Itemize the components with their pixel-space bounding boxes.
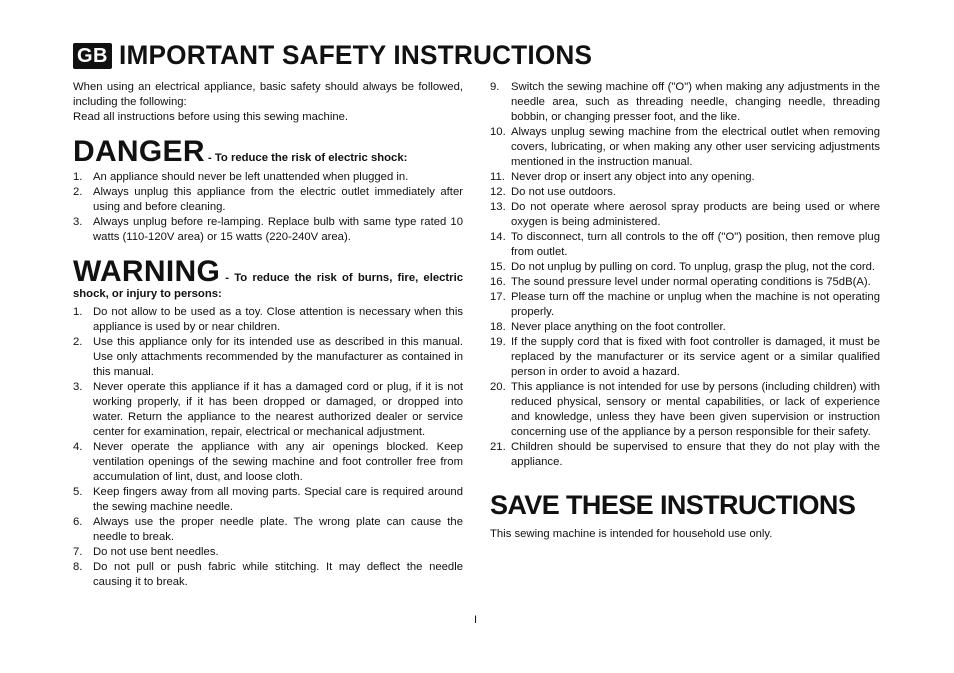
item-number: 21. [490, 441, 506, 453]
warning-item [490, 290, 880, 320]
item-number: 16. [490, 276, 506, 288]
item-number: 19. [490, 336, 506, 348]
danger-title: DANGER [73, 135, 205, 168]
page-number: I [474, 614, 478, 626]
danger-item [73, 170, 463, 185]
item-number: 7. [73, 546, 83, 558]
warning-item [73, 560, 463, 590]
warning-item [490, 335, 880, 380]
item-text: This appliance is not intended for use by persons (including children) with reduced physical, sensory or mental capabilities, or lack of experience and knowledge, unless they have been given supervision or instruction concerning use of the appliance by a person responsible for their safety. [511, 381, 880, 438]
save-instructions-heading: SAVE THESE INSTRUCTIONS [490, 490, 856, 520]
warning-item [490, 185, 880, 200]
item-text: Switch the sewing machine off ("O") when making any adjustments in the needle area, such as threading needle, changing needle, threading bobbin, or changing presser foot, and the like. [511, 81, 880, 123]
warning-item [490, 170, 880, 185]
warning-item [490, 230, 880, 260]
warning-item [490, 200, 880, 230]
warning-item [73, 485, 463, 515]
warning-item [490, 260, 880, 275]
item-text: Never operate this appliance if it has a damaged cord or plug, if it is not working properly, if it has been dropped or damaged, or dropped into water. Return the appliance to the nearest authorized dealer or service center for examination, repair, electrical or mechanical adjustment. [93, 381, 463, 438]
item-number: 10. [490, 126, 506, 138]
item-text: Never place anything on the foot controller. [511, 321, 726, 333]
item-number: 9. [490, 81, 500, 93]
warning-item [73, 515, 463, 545]
item-text: Never drop or insert any object into any opening. [511, 171, 755, 183]
item-number: 11. [490, 171, 505, 183]
item-number: 3. [73, 381, 83, 393]
right-column [490, 80, 880, 542]
item-text: Always unplug sewing machine from the electrical outlet when removing covers, lubricating, or when making any other user servicing adjustments mentioned in the instruction manual. [511, 126, 880, 168]
left-column [73, 80, 463, 590]
item-text: Keep fingers away from all moving parts. Special care is required around the sewing machine needle. [93, 486, 463, 513]
item-number: 3. [73, 216, 83, 228]
item-text: Do not operate where aerosol spray products are being used or where oxygen is being administered. [511, 201, 880, 228]
item-text: Do not use bent needles. [93, 546, 219, 558]
warning-item [73, 335, 463, 380]
item-text: Please turn off the machine or unplug when the machine is not operating properly. [511, 291, 880, 318]
item-number: 13. [490, 201, 506, 213]
danger-item [73, 215, 463, 245]
warning-item [490, 80, 880, 125]
item-text: Children should be supervised to ensure that they do not play with the appliance. [511, 441, 880, 468]
item-text: If the supply cord that is fixed with foot controller is damaged, it must be replaced by the manufacturer or its service agent or a similar qualified person in order to avoid a hazard. [511, 336, 880, 378]
danger-subtitle: - To reduce the risk of electric shock: [204, 152, 408, 164]
item-text: Always unplug before re-lamping. Replace bulb with same type rated 10 watts (110-120V area) or 15 watts (220-240V area). [93, 216, 463, 243]
item-number: 15. [490, 261, 506, 273]
intro-paragraph: When using an electrical appliance, basic safety should always be followed, including the following: [73, 81, 463, 108]
title-text: IMPORTANT SAFETY INSTRUCTIONS [119, 40, 593, 70]
item-text: Never operate the appliance with any air openings blocked. Keep ventilation openings of the sewing machine and foot controller free from accumulation of lint, dust, and loose cloth. [93, 441, 463, 483]
item-text: Do not use outdoors. [511, 186, 616, 198]
warning-item [490, 320, 880, 335]
warning-item [490, 380, 880, 440]
item-number: 5. [73, 486, 83, 498]
item-number: 1. [73, 306, 83, 318]
item-number: 2. [73, 186, 83, 198]
warning-heading [73, 257, 463, 302]
warning-item [73, 440, 463, 485]
item-text: Always unplug this appliance from the electric outlet immediately after using and before cleaning. [93, 186, 463, 213]
item-number: 17. [490, 291, 506, 303]
item-text: Always use the proper needle plate. The wrong plate can cause the needle to break. [93, 516, 463, 543]
warning-item [490, 440, 880, 470]
item-number: 8. [73, 561, 83, 573]
item-text: Do not pull or push fabric while stitching. It may deflect the needle causing it to break. [93, 561, 463, 588]
item-number: 14. [490, 231, 506, 243]
item-number: 4. [73, 441, 83, 453]
item-text: An appliance should never be left unattended when plugged in. [93, 171, 409, 183]
danger-item [73, 185, 463, 215]
danger-list [73, 170, 463, 245]
item-number: 2. [73, 336, 83, 348]
item-text: Do not unplug by pulling on cord. To unplug, grasp the plug, not the cord. [511, 261, 876, 273]
item-text: Do not allow to be used as a toy. Close attention is necessary when this appliance is used by or near children. [93, 306, 463, 333]
warning-list-right [490, 80, 880, 470]
danger-heading [73, 137, 463, 167]
item-text: The sound pressure level under normal operating conditions is 75dB(A). [511, 276, 871, 288]
warning-item [73, 380, 463, 440]
language-badge: GB [73, 43, 112, 69]
item-number: 1. [73, 171, 83, 183]
warning-title: WARNING [73, 255, 221, 288]
intro-read-all: Read all instructions before using this sewing machine. [73, 111, 349, 123]
warning-item [73, 305, 463, 335]
item-text: Use this appliance only for its intended use as described in this manual. Use only attachments recommended by the manufacturer as contained in this manual. [93, 336, 463, 378]
warning-list-left [73, 305, 463, 590]
item-number: 20. [490, 381, 506, 393]
household-use-note: This sewing machine is intended for household use only. [490, 528, 773, 540]
warning-item [490, 125, 880, 170]
item-text: To disconnect, turn all controls to the off ("O") position, then remove plug from outlet. [511, 231, 880, 258]
item-number: 6. [73, 516, 83, 528]
item-number: 18. [490, 321, 506, 333]
warning-item [73, 545, 463, 560]
item-number: 12. [490, 186, 506, 198]
warning-subtitle: - To reduce the risk of burns, fire, electric shock, or injury to persons: [73, 272, 463, 300]
warning-item [490, 275, 880, 290]
page-title [73, 40, 607, 71]
